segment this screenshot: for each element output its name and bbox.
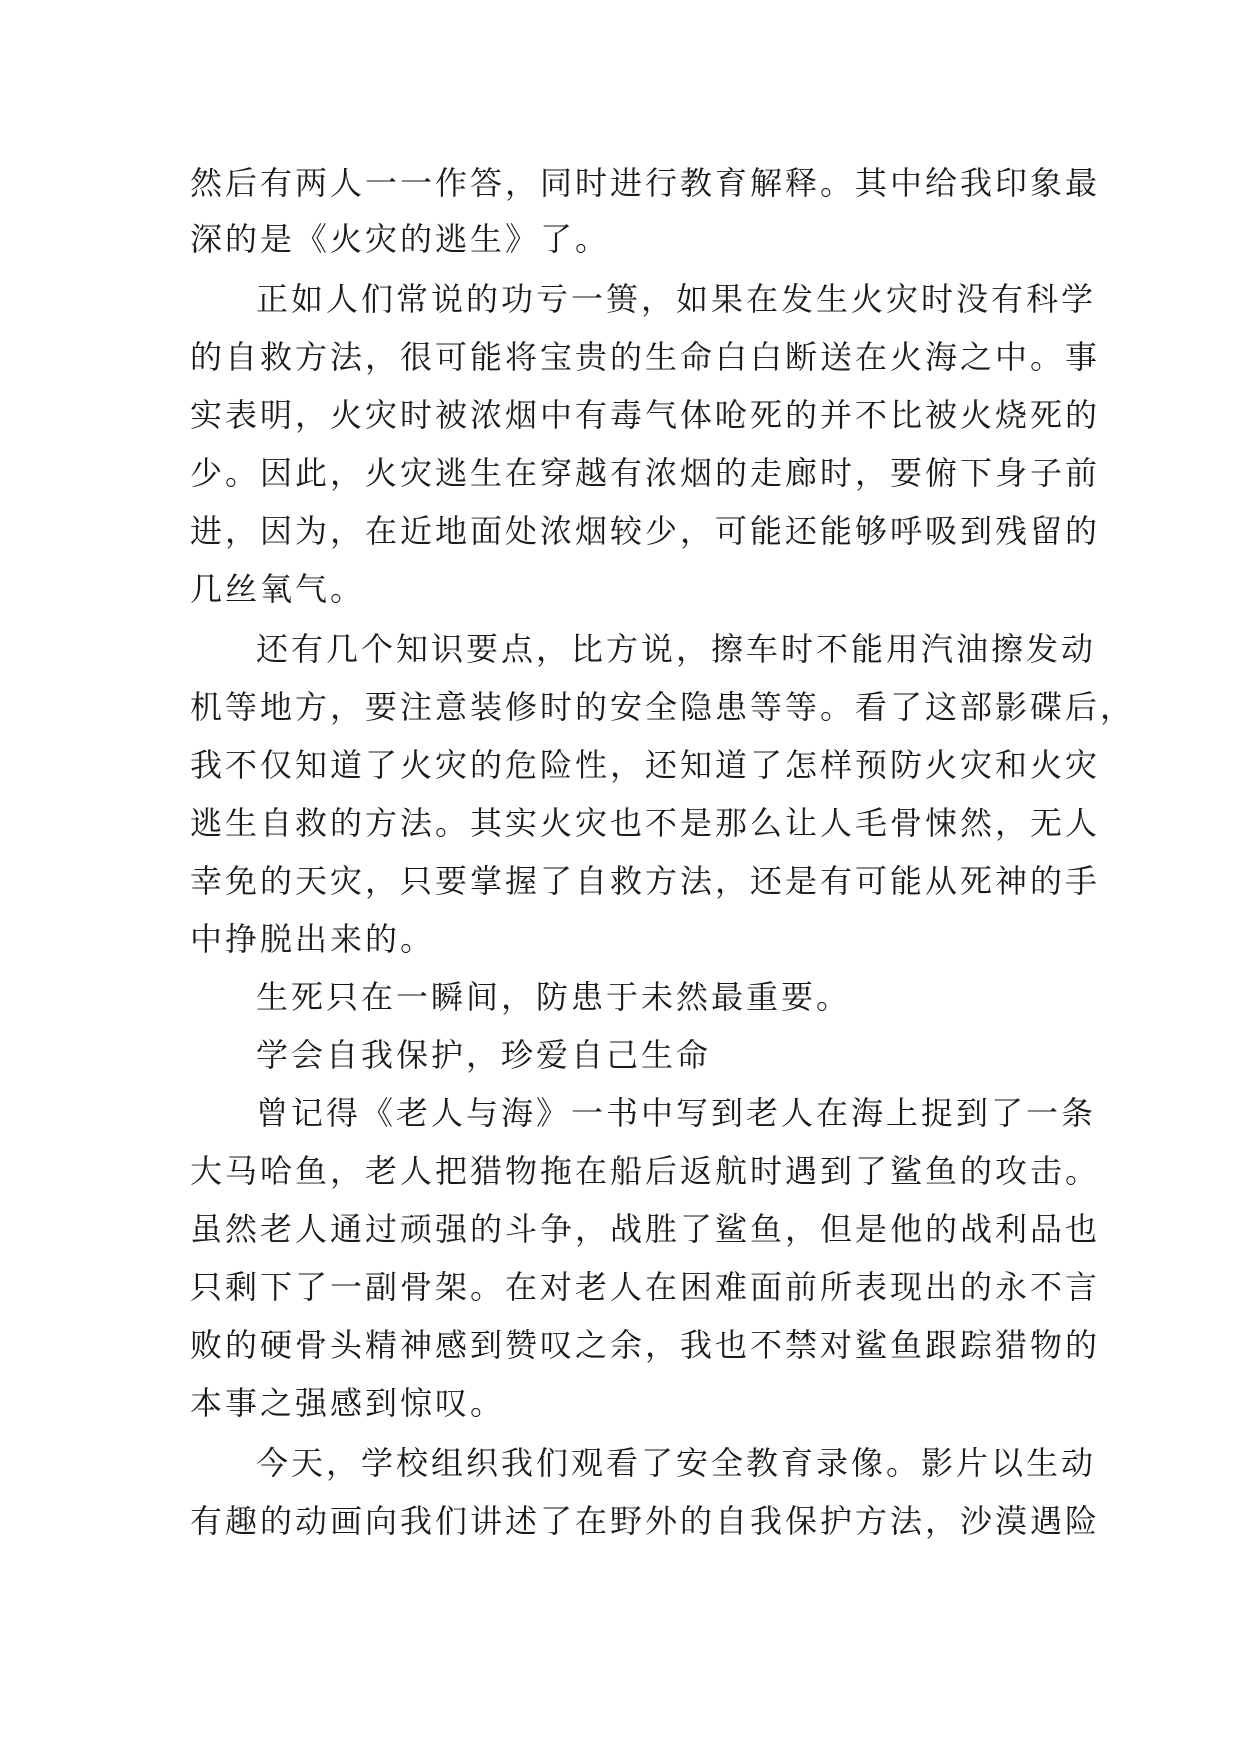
paragraph-start-line: 还有几个知识要点，比方说，擦车时不能用汽油擦发动: [256, 630, 1097, 668]
text-line-1: 然后有两人一一作答，同时进行教育解释。其中给我印象最: [190, 164, 1101, 202]
text-line-10: 机等地方，要注意装修时的安全隐患等等。看了这部影碟后，: [190, 688, 1136, 726]
paragraph-start-line: 正如人们常说的功亏一篑，如果在发生火灾时没有科学: [256, 280, 1097, 318]
paragraph-start-line: 今天，学校组织我们观看了安全教育录像。影片以生动: [256, 1444, 1097, 1482]
text-line-22: 本事之强感到惊叹。: [190, 1384, 506, 1422]
text-line-11: 我不仅知道了火灾的危险性，还知道了怎样预防火灾和火灾: [190, 746, 1101, 784]
text-line-6: 少。因此，火灾逃生在穿越有浓烟的走廊时，要俯下身子前: [190, 454, 1101, 492]
text-line-5: 实表明，火灾时被浓烟中有毒气体呛死的并不比被火烧死的: [190, 396, 1101, 434]
text-line-14: 中挣脱出来的。: [190, 920, 436, 958]
text-line-13: 幸免的天灾，只要掌握了自救方法，还是有可能从死神的手: [190, 862, 1101, 900]
text-line-19: 虽然老人通过顽强的斗争，战胜了鲨鱼，但是他的战利品也: [190, 1210, 1101, 1248]
text-line-18: 大马哈鱼，老人把猎物拖在船后返航时遇到了鲨鱼的攻击。: [190, 1152, 1101, 1190]
text-line-24: 有趣的动画向我们讲述了在野外的自我保护方法，沙漠遇险: [190, 1502, 1101, 1540]
section-heading: 学会自我保护，珍爱自己生命: [256, 1036, 712, 1074]
paragraph-start-line: 生死只在一瞬间，防患于未然最重要。: [256, 978, 852, 1016]
paragraph-start-line: 曾记得《老人与海》一书中写到老人在海上捉到了一条: [256, 1094, 1097, 1132]
text-line-4: 的自救方法，很可能将宝贵的生命白白断送在火海之中。事: [190, 338, 1101, 376]
text-line-20: 只剩下了一副骨架。在对老人在困难面前所表现出的永不言: [190, 1268, 1101, 1306]
text-line-12: 逃生自救的方法。其实火灾也不是那么让人毛骨悚然，无人: [190, 804, 1101, 842]
text-line-2: 深的是《火灾的逃生》了。: [190, 220, 611, 258]
text-line-21: 败的硬骨头精神感到赞叹之余，我也不禁对鲨鱼跟踪猎物的: [190, 1326, 1101, 1364]
text-line-7: 进，因为，在近地面处浓烟较少，可能还能够呼吸到残留的: [190, 512, 1101, 550]
text-line-8: 几丝氧气。: [190, 570, 366, 608]
